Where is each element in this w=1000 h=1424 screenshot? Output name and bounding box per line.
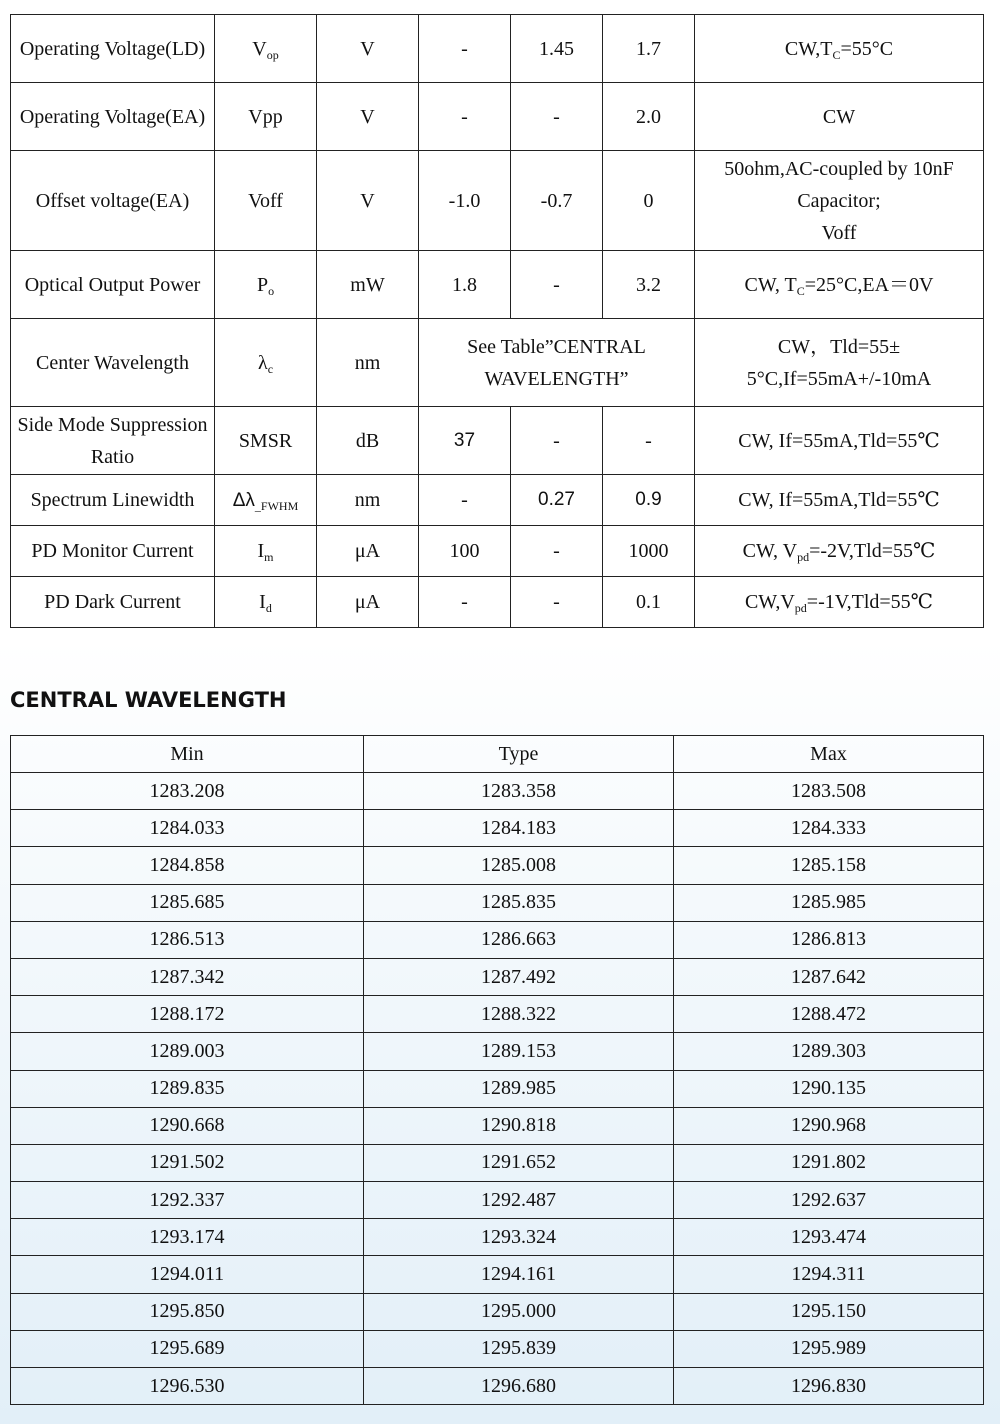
unit-cell: mW [317, 251, 419, 319]
type-cell: 1293.324 [364, 1219, 674, 1256]
max-cell: 1289.303 [674, 1033, 984, 1070]
condition-cell: CW, If=55mA,Tld=55℃ [695, 475, 984, 526]
condition-cell: $CW,T_C=55^\circ C$ [695, 15, 984, 83]
unit-cell: V [317, 83, 419, 151]
min-cell: 1288.172 [11, 996, 364, 1033]
table-row [11, 884, 984, 921]
type-cell: 1290.818 [364, 1107, 674, 1144]
condition-cell: CW, $V_{pd}=-2V,Tld=55℃$ [695, 526, 984, 577]
max-cell: 1290.135 [674, 1070, 984, 1107]
typ-cell: -0.7 [511, 151, 603, 251]
min-cell: 1295.850 [11, 1293, 364, 1330]
symbol-cell: $V_{op}$ [215, 15, 317, 83]
min-cell: 1287.342 [11, 958, 364, 995]
column-header-type: Type [364, 736, 674, 773]
max-cell: 0.9 [603, 475, 695, 526]
max-cell: 1000 [603, 526, 695, 577]
type-cell: 1286.663 [364, 921, 674, 958]
max-cell: 3.2 [603, 251, 695, 319]
max-cell: 1284.333 [674, 810, 984, 847]
min-cell: 100 [419, 526, 511, 577]
table-row [11, 773, 984, 810]
type-cell: 1295.000 [364, 1293, 674, 1330]
column-header-min: Min [11, 736, 364, 773]
condition-cell: $CW,V_{pd}=-1V,Tld=55℃$ [695, 577, 984, 628]
symbol-cell: $I_m$ [215, 526, 317, 577]
min-cell: 1284.033 [11, 810, 364, 847]
max-cell: 2.0 [603, 83, 695, 151]
typ-cell: - [511, 407, 603, 475]
type-cell: 1288.322 [364, 996, 674, 1033]
condition-cell: 50ohm,AC-coupled by 10nF Capacitor; Voff [695, 151, 984, 251]
max-cell: 1286.813 [674, 921, 984, 958]
max-cell: 1285.158 [674, 847, 984, 884]
table-row [11, 1219, 984, 1256]
symbol-cell: Voff [215, 151, 317, 251]
param-cell: PD Monitor Current [11, 526, 215, 577]
type-cell: 1285.835 [364, 884, 674, 921]
column-header-max: Max [674, 736, 984, 773]
merged-value-cell: See Table”CENTRAL WAVELENGTH” [419, 319, 695, 407]
max-cell: 1292.637 [674, 1182, 984, 1219]
table-row [11, 475, 984, 526]
max-cell: 1295.150 [674, 1293, 984, 1330]
typ-cell: 0.27 [511, 475, 603, 526]
typ-cell: - [511, 526, 603, 577]
symbol-cell: $P_o$ [215, 251, 317, 319]
symbol-cell: $I_d$ [215, 577, 317, 628]
table-row [11, 958, 984, 995]
param-cell: Optical Output Power [11, 251, 215, 319]
max-cell: 1293.474 [674, 1219, 984, 1256]
table-row [11, 83, 984, 151]
section-title: CENTRAL WAVELENGTH [10, 688, 287, 712]
max-cell: 1296.830 [674, 1368, 984, 1405]
unit-cell: nm [317, 475, 419, 526]
table-row [11, 407, 984, 475]
max-cell: 0.1 [603, 577, 695, 628]
table-row [11, 526, 984, 577]
condition-cell: CW, $T_C=25^\circ C,EA=0V$ [695, 251, 984, 319]
param-cell: Center Wavelength [11, 319, 215, 407]
table-row [11, 921, 984, 958]
table-row [11, 1070, 984, 1107]
table-row [11, 1330, 984, 1367]
table-row [11, 1144, 984, 1181]
unit-cell: dB [317, 407, 419, 475]
header-row [11, 736, 984, 773]
max-cell: 1.7 [603, 15, 695, 83]
max-cell: 1283.508 [674, 773, 984, 810]
type-cell: 1291.652 [364, 1144, 674, 1181]
unit-cell: μA [317, 577, 419, 628]
typ-cell: 1.45 [511, 15, 603, 83]
max-cell: 1287.642 [674, 958, 984, 995]
table-row [11, 577, 984, 628]
table-row [11, 319, 984, 407]
max-cell: 1291.802 [674, 1144, 984, 1181]
min-cell: 1283.208 [11, 773, 364, 810]
unit-cell: V [317, 15, 419, 83]
unit-cell: V [317, 151, 419, 251]
condition-cell: CW, If=55mA,Tld=55℃ [695, 407, 984, 475]
type-cell: 1294.161 [364, 1256, 674, 1293]
min-cell: - [419, 83, 511, 151]
min-cell: 1.8 [419, 251, 511, 319]
condition-cell: CW [695, 83, 984, 151]
min-cell: - [419, 15, 511, 83]
central-wavelength-table [10, 735, 984, 1405]
min-cell: 1285.685 [11, 884, 364, 921]
table-row [11, 1293, 984, 1330]
type-cell: 1287.492 [364, 958, 674, 995]
type-cell: 1295.839 [364, 1330, 674, 1367]
min-cell: 1295.689 [11, 1330, 364, 1367]
table-row [11, 1368, 984, 1405]
table-row [11, 1107, 984, 1144]
min-cell: 37 [419, 407, 511, 475]
min-cell: -1.0 [419, 151, 511, 251]
table-row [11, 15, 984, 83]
table-row [11, 996, 984, 1033]
typ-cell: - [511, 577, 603, 628]
typ-cell: - [511, 251, 603, 319]
min-cell: 1293.174 [11, 1219, 364, 1256]
param-cell: PD Dark Current [11, 577, 215, 628]
type-cell: 1284.183 [364, 810, 674, 847]
specification-table [10, 14, 984, 628]
max-cell: 1295.989 [674, 1330, 984, 1367]
min-cell: 1291.502 [11, 1144, 364, 1181]
table-row [11, 810, 984, 847]
param-cell: Operating Voltage(EA) [11, 83, 215, 151]
type-cell: 1283.358 [364, 773, 674, 810]
max-cell: - [603, 407, 695, 475]
param-cell: Operating Voltage(LD) [11, 15, 215, 83]
min-cell: 1294.011 [11, 1256, 364, 1293]
min-cell: 1290.668 [11, 1107, 364, 1144]
min-cell: 1292.337 [11, 1182, 364, 1219]
symbol-cell: Vpp [215, 83, 317, 151]
wavelength-rows [11, 773, 984, 1405]
min-cell: 1289.003 [11, 1033, 364, 1070]
type-cell: 1289.985 [364, 1070, 674, 1107]
type-cell: 1292.487 [364, 1182, 674, 1219]
min-cell: 1284.858 [11, 847, 364, 884]
type-cell: 1289.153 [364, 1033, 674, 1070]
type-cell: 1296.680 [364, 1368, 674, 1405]
symbol-cell: $\lambda_c$ [215, 319, 317, 407]
table-row [11, 1256, 984, 1293]
max-cell: 1294.311 [674, 1256, 984, 1293]
max-cell: 1285.985 [674, 884, 984, 921]
param-cell: Side Mode Suppression Ratio [11, 407, 215, 475]
param-cell: Spectrum Linewidth [11, 475, 215, 526]
max-cell: 1290.968 [674, 1107, 984, 1144]
condition-cell: CW，Tld=55± 5°C,If=55mA+/-10mA [695, 319, 984, 407]
min-cell: 1286.513 [11, 921, 364, 958]
typ-cell: - [511, 83, 603, 151]
table-row [11, 151, 984, 251]
symbol-cell: $\Delta\lambda_{\_FWHM}$ [215, 475, 317, 526]
table-row [11, 1182, 984, 1219]
min-cell: - [419, 475, 511, 526]
symbol-cell: SMSR [215, 407, 317, 475]
table-row [11, 847, 984, 884]
unit-cell: μA [317, 526, 419, 577]
table-row [11, 1033, 984, 1070]
table-row [11, 251, 984, 319]
unit-cell: nm [317, 319, 419, 407]
min-cell: - [419, 577, 511, 628]
type-cell: 1285.008 [364, 847, 674, 884]
min-cell: 1289.835 [11, 1070, 364, 1107]
max-cell: 0 [603, 151, 695, 251]
min-cell: 1296.530 [11, 1368, 364, 1405]
max-cell: 1288.472 [674, 996, 984, 1033]
param-cell: Offset voltage(EA) [11, 151, 215, 251]
